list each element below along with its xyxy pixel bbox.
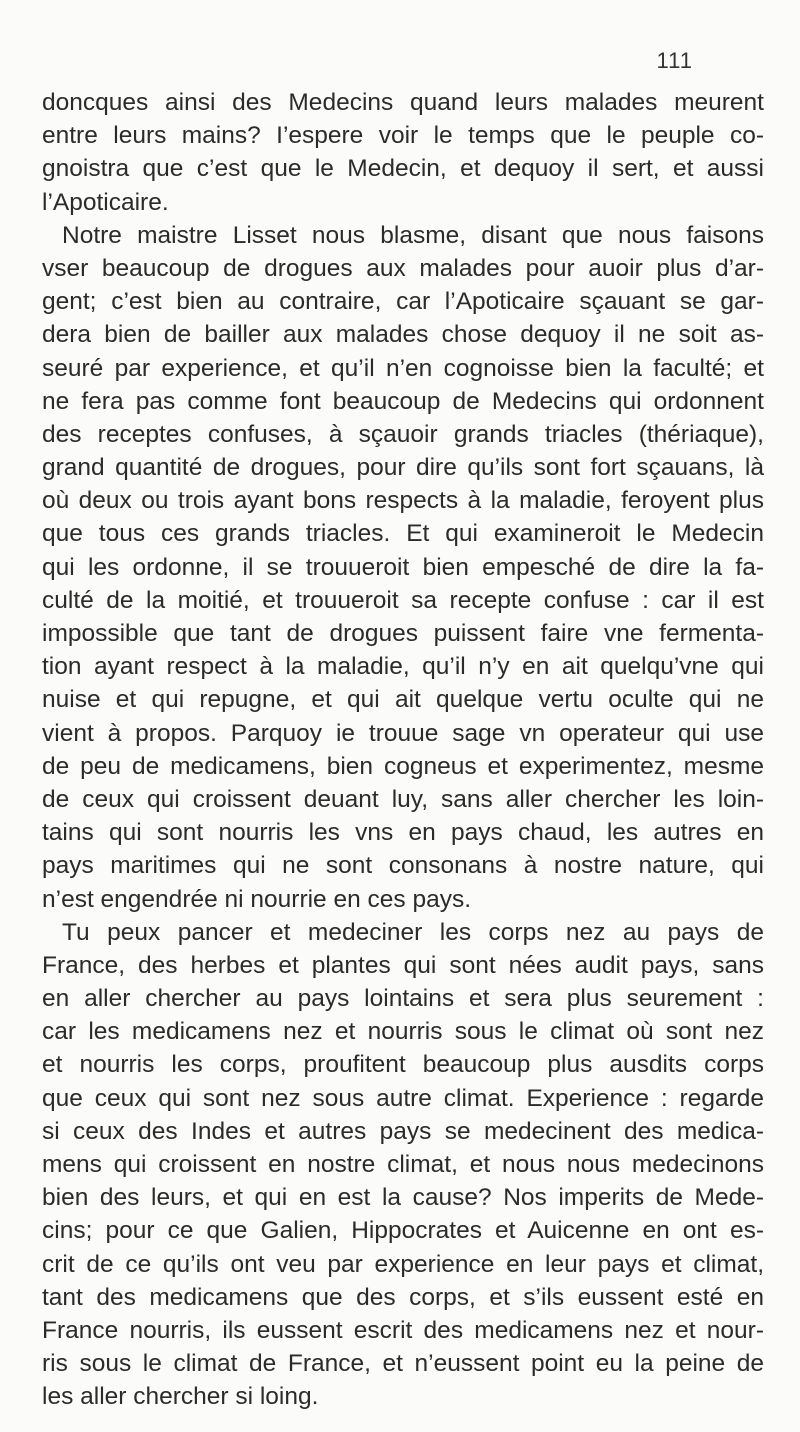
- page-number: 111: [656, 48, 693, 73]
- text-line: Notre maistre Lisset nous blasme, disant que nous faisons: [62, 221, 764, 249]
- text-line: de ceux qui croissent deuant luy, sans aller chercher les loin-: [42, 785, 764, 813]
- text-line: n’est engendrée ni nourrie en ces pays.: [42, 885, 472, 913]
- text-line: des receptes confuses, à sçauoir grands triacles (thériaque),: [42, 420, 764, 448]
- text-line: nuise et qui repugne, et qui ait quelque vertu oculte qui ne: [42, 686, 764, 714]
- text-line: France nourris, ils eussent escrit des medicamens nez et nour-: [42, 1316, 764, 1344]
- text-line: en aller chercher au pays lointains et sera plus seurement :: [42, 985, 764, 1013]
- text-line: gnoistra que c’est que le Medecin, et dequoy il sert, et aussi: [42, 155, 764, 183]
- text-line: que ceux qui sont nez sous autre climat. Experience : regarde: [42, 1084, 764, 1112]
- text-line: tant des medicamens que des corps, et s’ils eussent esté en: [42, 1283, 764, 1311]
- text-line: et nourris les corps, proufitent beaucoup plus ausdits corps: [42, 1051, 764, 1079]
- text-line: cins; pour ce que Galien, Hippocrates et Auicenne en ont es-: [42, 1217, 764, 1245]
- text-line: ne fera pas comme font beaucoup de Medecins qui ordonnent: [42, 387, 764, 415]
- text-line: où deux ou trois ayant bons respects à la maladie, feroyent plus: [42, 487, 764, 515]
- text-line: gent; c’est bien au contraire, car l’Apoticaire sçauant se gar-: [42, 288, 764, 316]
- text-line: vient à propos. Parquoy ie trouue sage vn operateur qui use: [42, 719, 764, 747]
- text-line: les aller chercher si loing.: [42, 1383, 319, 1411]
- text-line: culté de la moitié, et trouueroit sa recepte confuse : car il est: [42, 586, 764, 614]
- text-line: crit de ce qu’ils ont veu par experience en leur pays et climat,: [42, 1250, 764, 1278]
- text-line: que tous ces grands triacles. Et qui examineroit le Medecin: [42, 520, 764, 548]
- text-line: tains qui sont nourris les vns en pays chaud, les autres en: [42, 819, 764, 847]
- text-line: France, des herbes et plantes qui sont nées audit pays, sans: [42, 951, 764, 979]
- text-line: seuré par experience, et qu’il n’en cognoisse bien la faculté; et: [42, 354, 764, 382]
- text-line: impossible que tant de drogues puissent faire vne fermenta-: [42, 620, 764, 647]
- text-line: l’Apoticaire.: [42, 188, 169, 216]
- text-line: dera bien de bailler aux malades chose dequoy il ne soit as-: [42, 321, 764, 349]
- text-line: entre leurs mains? I’espere voir le temps que le peuple co-: [42, 122, 764, 150]
- text-line: qui les ordonne, il se trouueroit bien empesché de dire la fa-: [42, 553, 764, 581]
- text-line: mens qui croissent en nostre climat, et nous nous medecinons: [42, 1151, 764, 1178]
- text-line: de peu de medicamens, bien cogneus et experimentez, mesme: [42, 752, 764, 780]
- text-line: car les medicamens nez et nourris sous le climat où sont nez: [42, 1018, 764, 1046]
- text-line: pays maritimes qui ne sont consonans à nostre nature, qui: [42, 852, 764, 880]
- text-line: grand quantité de drogues, pour dire qu’ils sont fort sçauans, là: [42, 454, 764, 482]
- text-line: vser beaucoup de drogues aux malades pour auoir plus d’ar-: [42, 254, 764, 282]
- text-line: ris sous le climat de France, et n’eussent point eu la peine de: [42, 1350, 764, 1378]
- body-text: [42, 86, 764, 1414]
- text-line: si ceux des Indes et autres pays se medecinent des medica-: [42, 1117, 764, 1145]
- text-line: doncques ainsi des Medecins quand leurs malades meurent: [42, 89, 764, 116]
- text-line: bien des leurs, et qui en est la cause? Nos imperits de Mede-: [42, 1184, 764, 1212]
- text-line: Tu peux pancer et medeciner les corps nez au pays de: [62, 918, 764, 946]
- text-line: tion ayant respect à la maladie, qu’il n’y en ait quelqu’vne qui: [42, 653, 764, 681]
